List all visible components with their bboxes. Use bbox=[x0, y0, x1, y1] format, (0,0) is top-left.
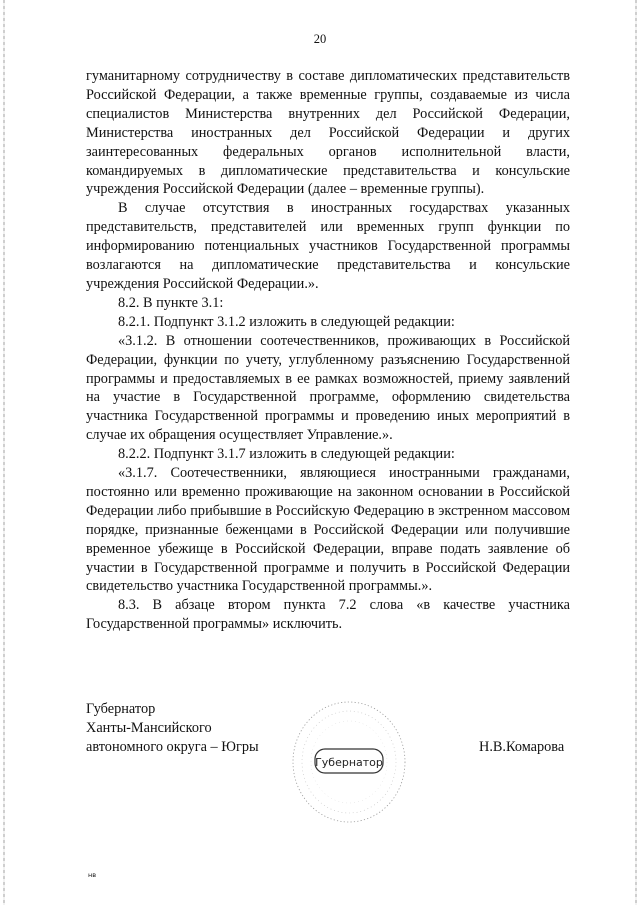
paragraph-4: 8.2.1. Подпункт 3.1.2 изложить в следующей редакции: bbox=[118, 313, 455, 330]
page-number: 20 bbox=[313, 32, 327, 46]
paragraph-1: гуманитарному сотрудничеству в составе дипломатических представительств Российской Федерации, а также временные группы, создаваемые из числа специалистов Министерства внутренних дел Российской Федерации, Министерства иностранных дел Российской Федерации и других заинтересованных федеральных органов исполнительной власти, командируемых в дипломатические представительства и консульские учреждения Российской Федерации (далее – временные группы). bbox=[86, 68, 570, 198]
paragraph-6: 8.2.2. Подпункт 3.1.7 изложить в следующей редакции: bbox=[118, 446, 455, 463]
signer-title-line3: автономного округа – Югры bbox=[86, 738, 259, 755]
signature-block bbox=[86, 700, 259, 757]
paragraph-2: В случае отсутствия в иностранных государствах указанных представительств, представителей или временных групп функции по информированию потенциальных участников Государственной программы возлагаются на дипломатические представительства и консульские учреждения Российской Федерации.». bbox=[86, 200, 570, 292]
signer-name: Н.В.Комарова bbox=[479, 739, 565, 755]
official-seal bbox=[289, 697, 409, 827]
seal-text: Губернатор bbox=[315, 756, 383, 769]
signer-title-line2: Ханты-Мансийского bbox=[86, 719, 212, 736]
signer-title-line1: Губернатор bbox=[86, 701, 156, 717]
paragraph-5: «3.1.2. В отношении соотечественников, проживающих в Российской Федерации, функции по учету, углубленному разъяснению Государственной программы и предоставляемых в ее рамках возможностей, приему заявлений на участие в Государственной программе, оформлению свидетельства участника Государственной программы и проведению иных мероприятий в случае их обращения осуществляет Управление.». bbox=[86, 332, 570, 444]
paragraph-3: 8.2. В пункте 3.1: bbox=[118, 294, 224, 311]
paragraph-7: «3.1.7. Соотечественники, являющиеся иностранными гражданами, постоянно или временно проживающие на законном основании в Российской Федерации либо прибывшие в Российскую Федерацию в экстренном массовом порядке, признанные беженцами в Российской Федерации или получившие временное убежище в Российской Федерации, вправе подать заявление об участии в Государственной программе и получить в Российской Федерации свидетельство участника Государственной программы.». bbox=[86, 465, 570, 595]
scan-edge-left bbox=[3, 0, 5, 905]
footer-initials: нв bbox=[88, 871, 97, 879]
paragraph-8: 8.3. В абзаце втором пункта 7.2 слова «в качестве участника Государственной программы» исключить. bbox=[86, 597, 570, 633]
scan-edge-right bbox=[635, 0, 637, 905]
document-body bbox=[86, 67, 570, 634]
